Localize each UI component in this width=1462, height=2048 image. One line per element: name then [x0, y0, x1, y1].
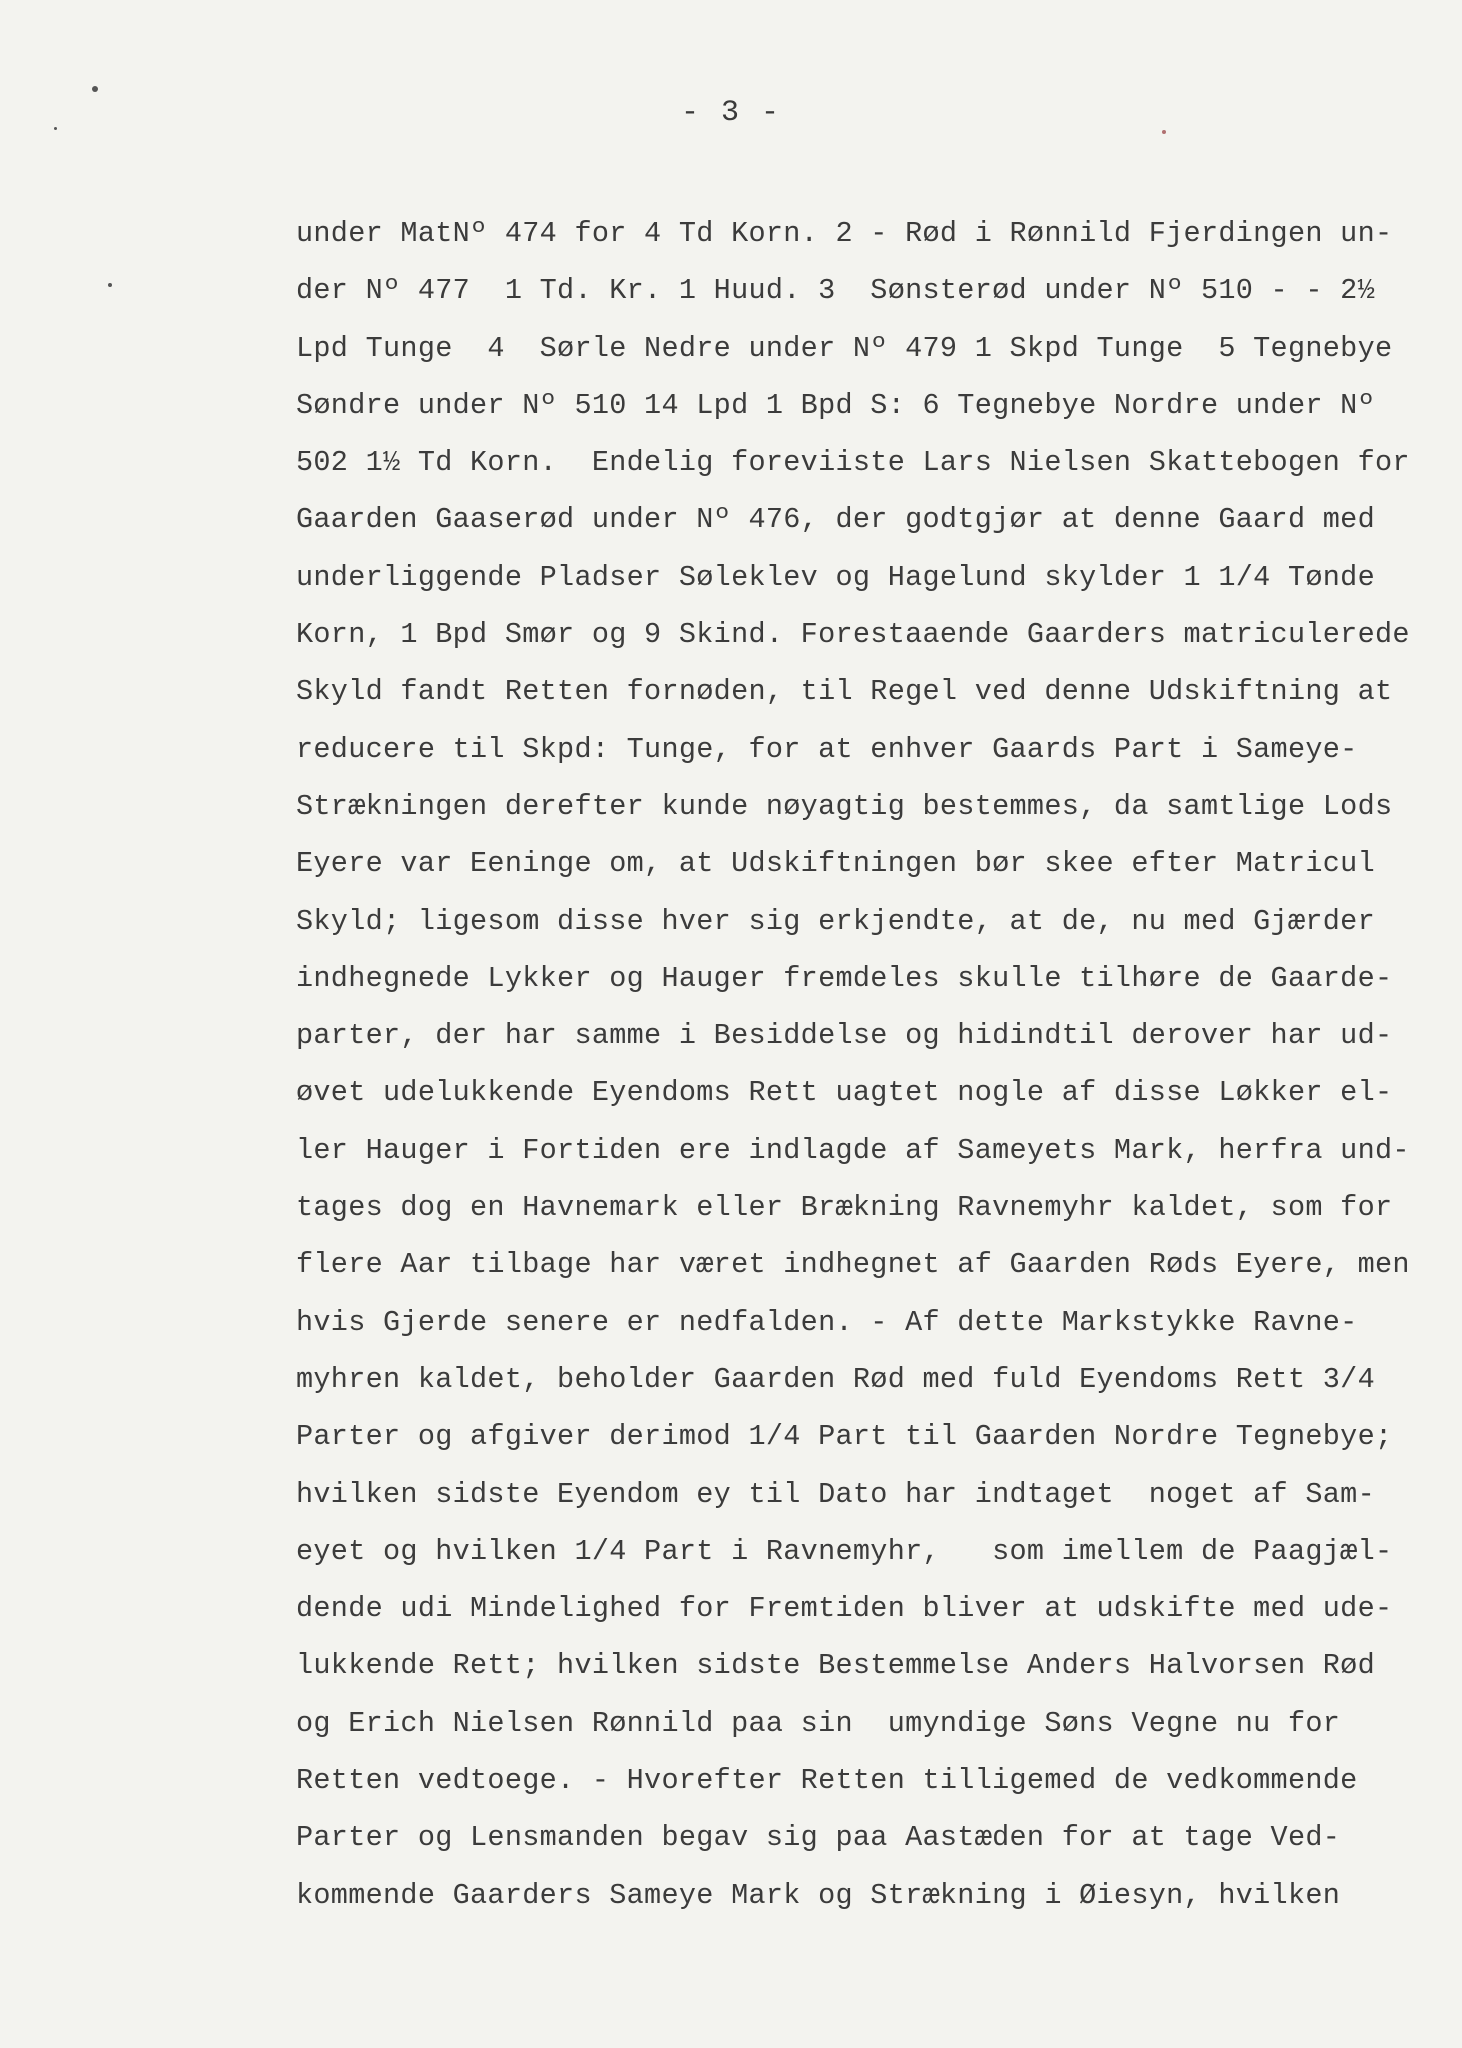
- text-line: Skyld; ligesom disse hver sig erkjendte, at de, nu med Gjærder: [296, 904, 1375, 938]
- body-text: [296, 205, 1426, 1924]
- text-line: Korn, 1 Bpd Smør og 9 Skind. Forestaaende Gaarders matriculerede: [296, 618, 1410, 652]
- text-line: Parter og afgiver derimod 1/4 Part til Gaarden Nordre Tegnebye;: [296, 1420, 1393, 1454]
- text-line: Lpd Tunge 4 Sørle Nedre under Nº 479 1 Skpd Tunge 5 Tegnebye: [296, 331, 1393, 365]
- text-line: tages dog en Havnemark eller Brækning Ravnemyhr kaldet, som for: [296, 1191, 1393, 1225]
- text-line: parter, der har samme i Besiddelse og hidindtil derover har ud-: [296, 1019, 1393, 1053]
- text-line: hvilken sidste Eyendom ey til Dato har indtaget noget af Sam-: [296, 1477, 1375, 1511]
- text-line: eyet og hvilken 1/4 Part i Ravnemyhr, som imellem de Paagjæl-: [296, 1534, 1393, 1568]
- text-line: der Nº 477 1 Td. Kr. 1 Huud. 3 Sønsterød under Nº 510 - - 2½: [296, 274, 1375, 308]
- text-line: øvet udelukkende Eyendoms Rett uagtet nogle af disse Løkker el-: [296, 1076, 1393, 1110]
- text-line: hvis Gjerde senere er nedfalden. - Af dette Markstykke Ravne-: [296, 1305, 1358, 1339]
- text-line: Skyld fandt Retten fornøden, til Regel ved denne Udskiftning at: [296, 675, 1393, 709]
- ink-speck: [92, 86, 98, 92]
- text-line: flere Aar tilbage har været indhegnet af Gaarden Røds Eyere, men: [296, 1248, 1410, 1282]
- text-line: Strækningen derefter kunde nøyagtig bestemmes, da samtlige Lods: [296, 789, 1393, 823]
- text-line: og Erich Nielsen Rønnild paa sin umyndige Søns Vegne nu for: [296, 1706, 1341, 1740]
- text-line: myhren kaldet, beholder Gaarden Rød med fuld Eyendoms Rett 3/4: [296, 1362, 1375, 1396]
- text-line: under MatNº 474 for 4 Td Korn. 2 - Rød i Rønnild Fjerdingen un-: [296, 217, 1393, 250]
- text-line: Gaarden Gaaserød under Nº 476, der godtgjør at denne Gaard med: [296, 503, 1375, 537]
- text-line: kommende Gaarders Sameye Mark og Strækning i Øiesyn, hvilken: [296, 1878, 1341, 1912]
- ink-speck: [108, 283, 112, 287]
- text-line: Parter og Lensmanden begav sig paa Aastæden for at tage Ved-: [296, 1821, 1341, 1855]
- text-line: Retten vedtoege. - Hvorefter Retten tilligemed de vedkommende: [296, 1764, 1358, 1798]
- text-line: underliggende Pladser Søleklev og Hagelund skylder 1 1/4 Tønde: [296, 560, 1375, 594]
- text-line: lukkende Rett; hvilken sidste Bestemmelse Anders Halvorsen Rød: [296, 1649, 1375, 1683]
- text-line: Eyere var Eeninge om, at Udskiftningen bør skee efter Matricul: [296, 847, 1375, 881]
- page-number: - 3 -: [680, 96, 781, 130]
- text-line: dende udi Mindelighed for Fremtiden bliver at udskifte med ude-: [296, 1592, 1393, 1626]
- text-line: Søndre under Nº 510 14 Lpd 1 Bpd S: 6 Tegnebye Nordre under Nº: [296, 388, 1375, 422]
- text-line: reducere til Skpd: Tunge, for at enhver Gaards Part i Sameye-: [296, 732, 1358, 766]
- text-line: indhegnede Lykker og Hauger fremdeles skulle tilhøre de Gaarde-: [296, 961, 1393, 995]
- text-line: 502 1½ Td Korn. Endelig foreviiste Lars Nielsen Skattebogen for: [296, 446, 1410, 480]
- ink-speck: [1162, 130, 1166, 134]
- text-line: ler Hauger i Fortiden ere indlagde af Sameyets Mark, herfra und-: [296, 1133, 1410, 1167]
